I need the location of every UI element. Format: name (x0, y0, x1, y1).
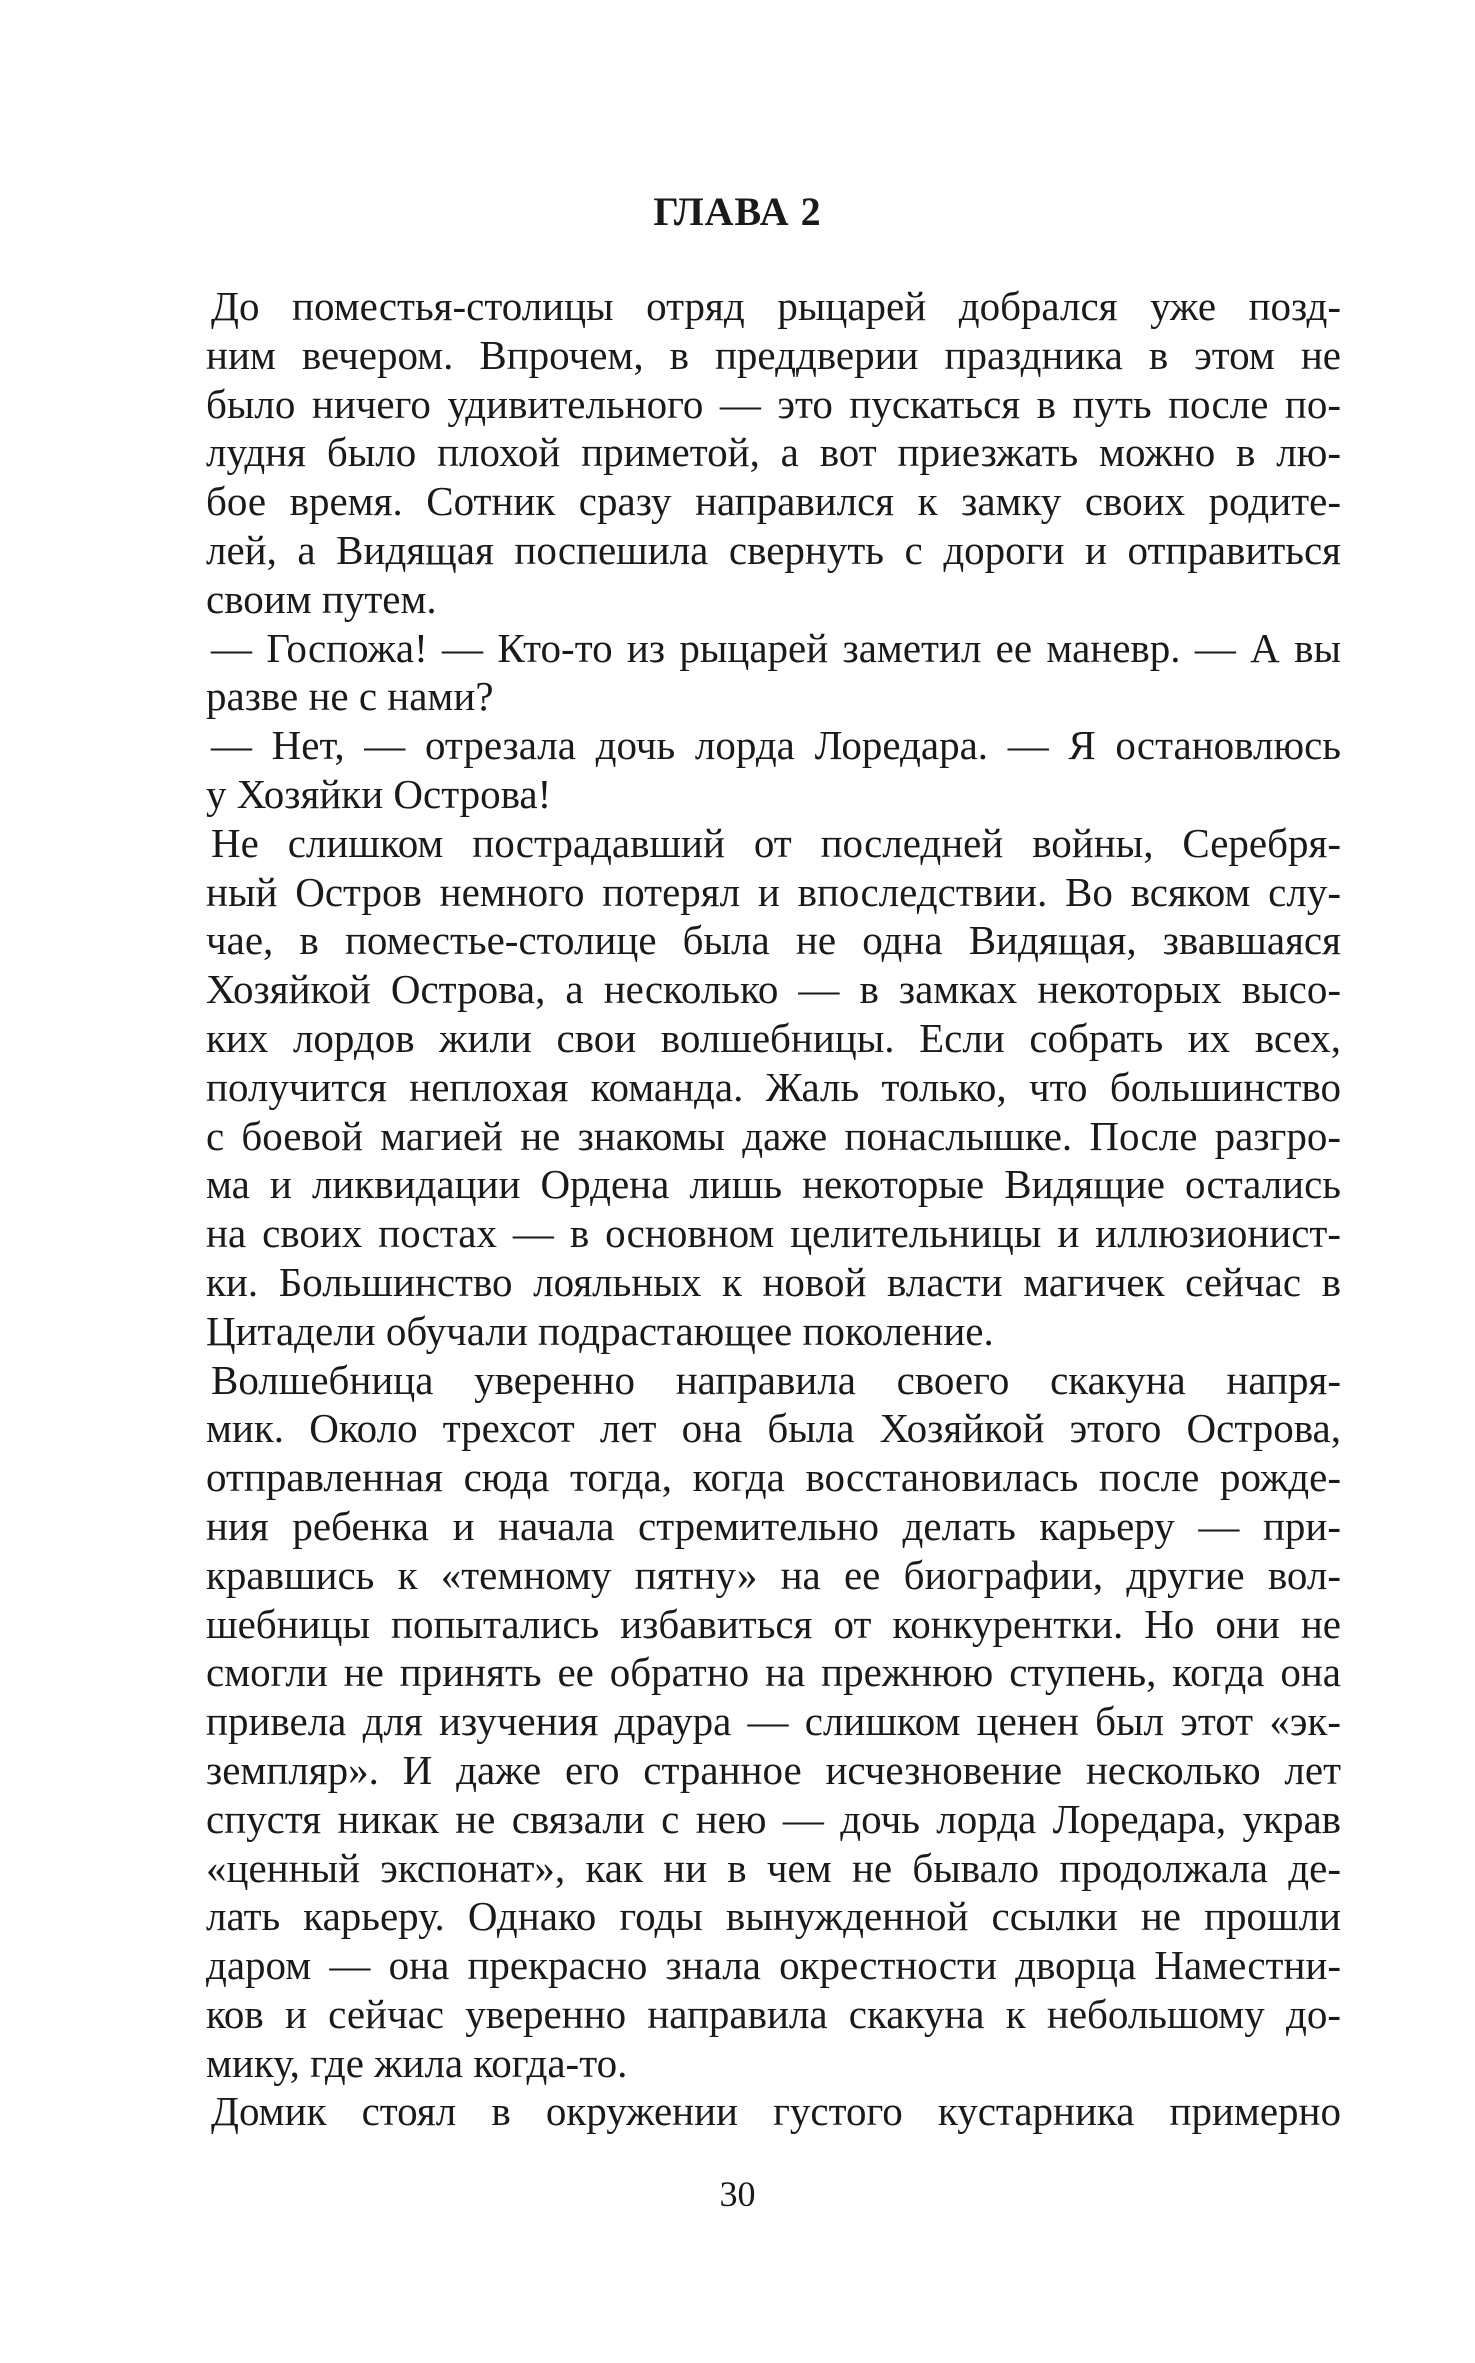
text-line: получится неплохая команда. Жаль только, что большинство (206, 1063, 1341, 1110)
text-line: с боевой магией не знакомы даже понаслышке. После разгро- (206, 1112, 1341, 1159)
text-line: Цитадели обучали подрастающее поколение. (206, 1307, 994, 1354)
text-line: было ничего удивительного — это пускаться в путь после по- (206, 380, 1341, 427)
text-line: даром — она прекрасно знала окрестности дворца Наместни- (206, 1942, 1341, 1989)
text-line: Не слишком пострадавший от последней войны, Серебря- (211, 819, 1341, 866)
text-line: ма и ликвидации Ордена лишь некоторые Видящие остались (206, 1161, 1341, 1208)
text-line: мику, где жила когда-то. (206, 2039, 628, 2086)
text-line: — Госпожа! — Кто-то из рыцарей заметил ее маневр. — А вы (211, 624, 1341, 671)
text-line: кравшись к «темному пятну» на ее биографии, другие вол- (206, 1551, 1341, 1598)
text-line: Хозяйкой Острова, а несколько — в замках некоторых высо- (206, 966, 1341, 1013)
text-line: «ценный экспонат», как ни в чем не бывало продолжала де- (206, 1844, 1341, 1891)
text-line: ним вечером. Впрочем, в преддверии праздника в этом не (206, 331, 1341, 378)
text-line: смогли не принять ее обратно на прежнюю ступень, когда она (206, 1649, 1341, 1696)
text-line: чае, в поместье-столице была не одна Видящая, звавшаяся (206, 917, 1341, 964)
text-line: бое время. Сотник сразу направился к замку своих родите- (206, 478, 1341, 525)
text-line: привела для изучения драура — слишком ценен был этот «эк- (206, 1698, 1341, 1745)
text-line: лей, а Видящая поспешила свернуть с дороги и отправиться (206, 526, 1341, 573)
text-line: отправленная сюда тогда, когда восстановилась после рожде- (206, 1454, 1341, 1501)
text-line: Волшебница уверенно направила своего скакуна напря- (211, 1356, 1341, 1403)
text-line: на своих постах — в основном целительницы и иллюзионист- (206, 1210, 1341, 1257)
text-line: мик. Около трехсот лет она была Хозяйкой этого Острова, (206, 1405, 1341, 1452)
text-line: лать карьеру. Однако годы вынужденной ссылки не прошли (206, 1893, 1341, 1940)
text-line: — Нет, — отрезала дочь лорда Лоредара. — Я остановлюсь (211, 722, 1341, 769)
chapter-body (206, 282, 1341, 2136)
text-line: ный Остров немного потерял и впоследствии. Во всяком слу- (206, 868, 1341, 915)
text-line: ков и сейчас уверенно направила скакуна к небольшому до- (206, 1990, 1341, 2037)
text-line: лудня было плохой приметой, а вот приезжать можно в лю- (206, 429, 1341, 476)
text-line: спустя никак не связали с нею — дочь лорда Лоредара, украв (206, 1795, 1341, 1842)
text-line: ких лордов жили свои волшебницы. Если собрать их всех, (206, 1014, 1341, 1061)
text-line: ния ребенка и начала стремительно делать карьеру — при- (206, 1502, 1341, 1549)
text-line: у Хозяйки Острова! (206, 770, 552, 817)
text-line: Домик стоял в окружении густого кустарника примерно (211, 2088, 1341, 2135)
text-line: разве не с нами? (206, 673, 494, 720)
page-number: 30 (719, 2174, 756, 2214)
text-line: своим путем. (206, 575, 437, 622)
text-line: До поместья-столицы отряд рыцарей добрался уже позд- (211, 283, 1341, 329)
chapter-title: ГЛАВА 2 (653, 189, 822, 234)
text-line: шебницы попытались избавиться от конкурентки. Но они не (206, 1600, 1341, 1647)
text-line: ки. Большинство лояльных к новой власти магичек сейчас в (206, 1258, 1341, 1305)
text-line: земпляр». И даже его странное исчезновение несколько лет (206, 1746, 1341, 1793)
